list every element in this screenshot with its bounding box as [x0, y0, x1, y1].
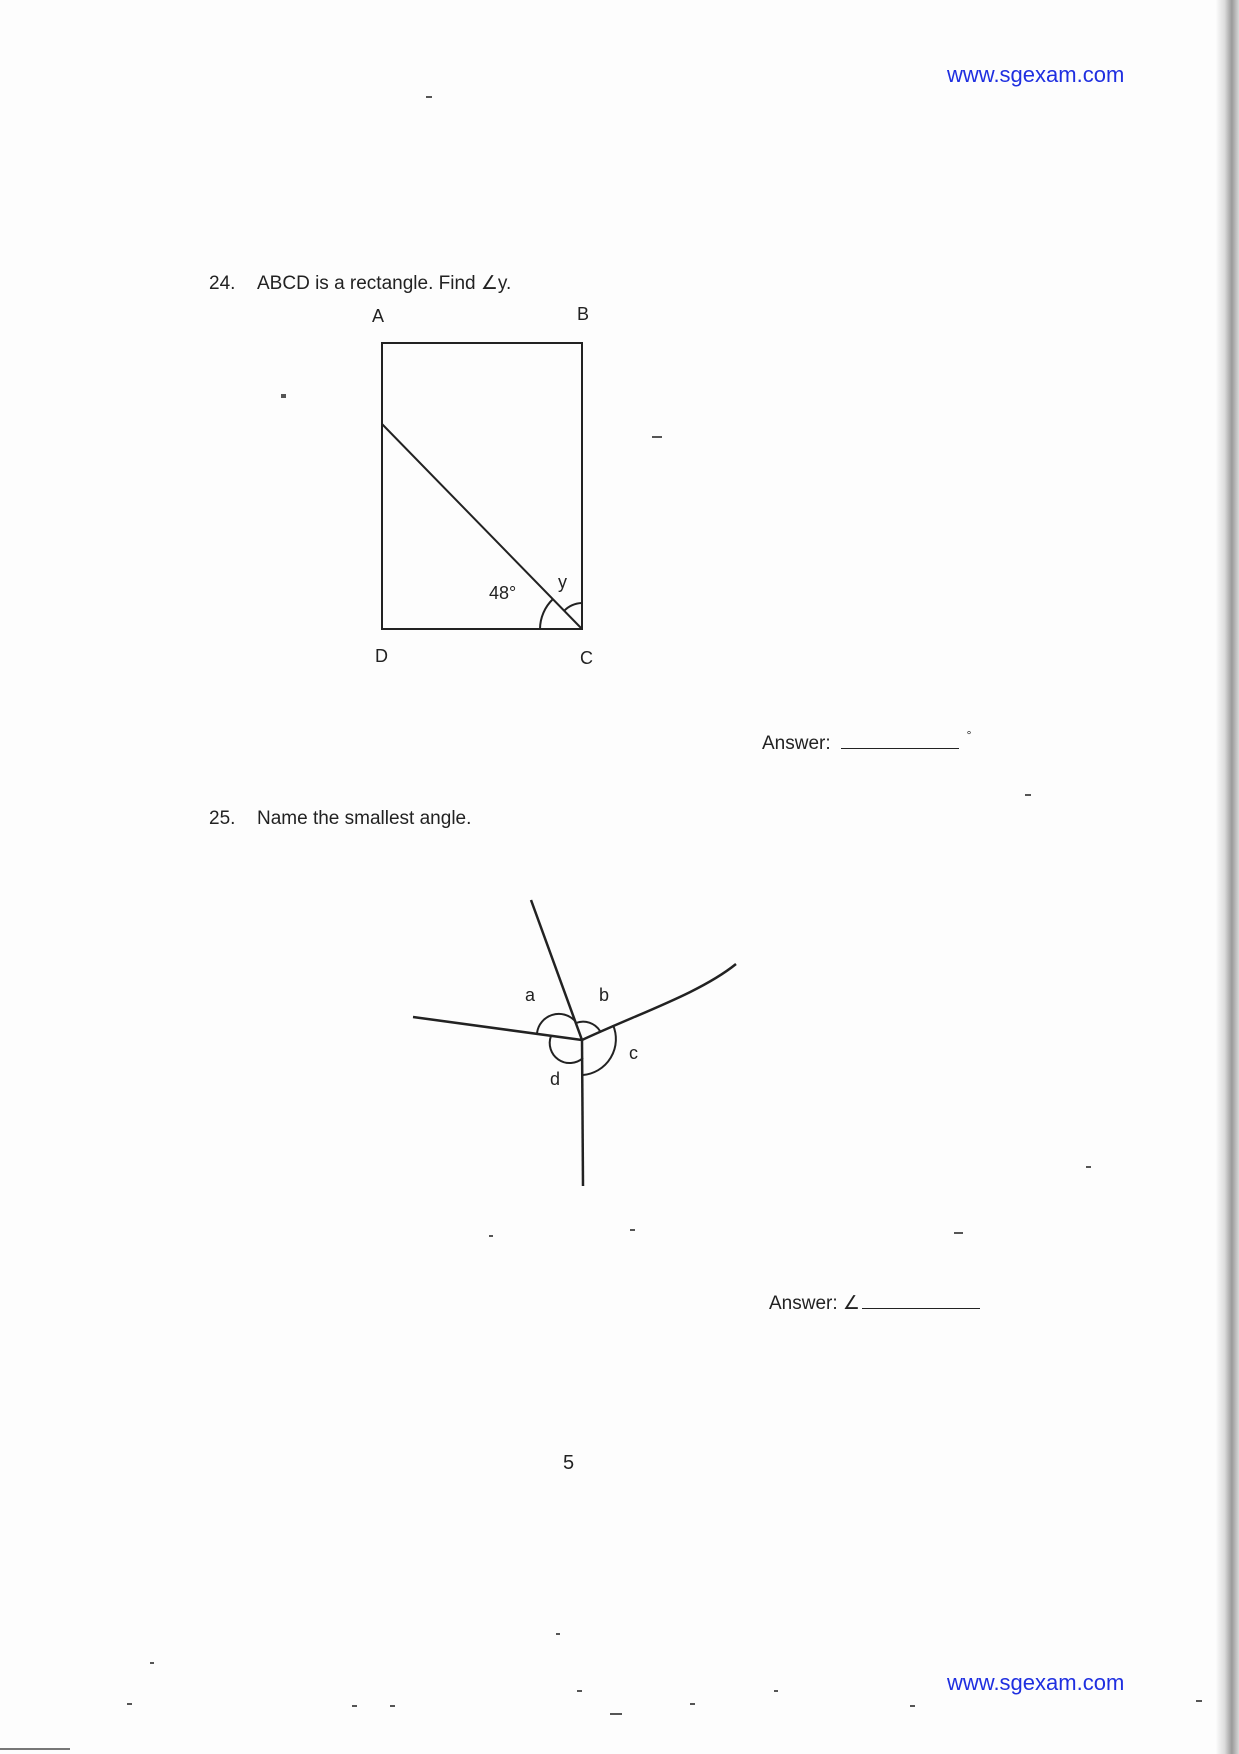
scan-speck: [910, 1705, 915, 1707]
question-24: [209, 272, 511, 295]
scan-speck: [610, 1713, 622, 1715]
angle-b-arc: [576, 1022, 600, 1031]
answer-25-label: Answer: ∠: [769, 1293, 860, 1314]
scan-speck: [352, 1705, 357, 1707]
scan-speck: [630, 1229, 635, 1231]
diagonal-segment: [382, 424, 582, 629]
angle-a-arc: [537, 1014, 575, 1033]
angle-label-a: a: [525, 985, 536, 1005]
answer-25-blank[interactable]: [862, 1294, 980, 1309]
vertex-label-c: C: [580, 648, 593, 668]
scan-speck: [150, 1662, 154, 1664]
question-25-number: 25.: [209, 808, 236, 829]
answer-25: [769, 1292, 980, 1315]
answer-24-blank[interactable]: [841, 734, 959, 749]
scan-speck: [556, 1633, 560, 1635]
scan-speck: [1025, 794, 1031, 796]
footer-site-link[interactable]: www.sgexam.com: [947, 1670, 1125, 1695]
scan-speck: [390, 1705, 395, 1707]
scan-speck: [954, 1232, 963, 1234]
answer-24-degree-sign: °: [966, 728, 972, 742]
answer-24: [762, 728, 971, 755]
page-number: 5: [563, 1452, 575, 1474]
scan-speck: [489, 1235, 493, 1237]
answer-24-label: Answer:: [762, 733, 831, 754]
scan-speck: [426, 96, 432, 98]
vertex-label-a: A: [372, 306, 385, 326]
scan-speck: [127, 1703, 132, 1705]
scan-speck: [774, 1690, 778, 1692]
header-site-link[interactable]: www.sgexam.com: [947, 62, 1125, 87]
scan-speck: [281, 394, 286, 398]
angle-y-arc: [564, 603, 582, 611]
scan-speck: [1196, 1700, 1202, 1702]
ray-left: [413, 1017, 582, 1040]
ray-down: [582, 1040, 583, 1186]
vertex-label-d: D: [375, 646, 388, 666]
angle-label-b: b: [599, 985, 610, 1005]
angle-y-label: y: [558, 572, 567, 592]
scan-speck: [577, 1690, 582, 1692]
scan-edge-shadow: [1215, 0, 1239, 1754]
question-24-text: ABCD is a rectangle. Find ∠y.: [257, 273, 512, 294]
scan-speck: [0, 1748, 70, 1750]
angle-48-arc: [540, 599, 553, 629]
scan-speck: [1086, 1166, 1091, 1168]
vertex-label-b: B: [577, 304, 590, 324]
scan-speck: [690, 1703, 695, 1705]
angle-48-label: 48°: [489, 583, 517, 603]
angle-label-d: d: [550, 1069, 561, 1089]
rectangle-abcd-figure: [360, 305, 620, 675]
question-25-text: Name the smallest angle.: [257, 808, 472, 829]
angles-at-point-figure: [400, 890, 760, 1200]
rectangle-abcd: [382, 343, 582, 629]
angle-label-c: c: [629, 1043, 638, 1063]
question-24-number: 24.: [209, 273, 236, 294]
question-25: [209, 808, 471, 830]
scan-speck: [652, 436, 662, 438]
